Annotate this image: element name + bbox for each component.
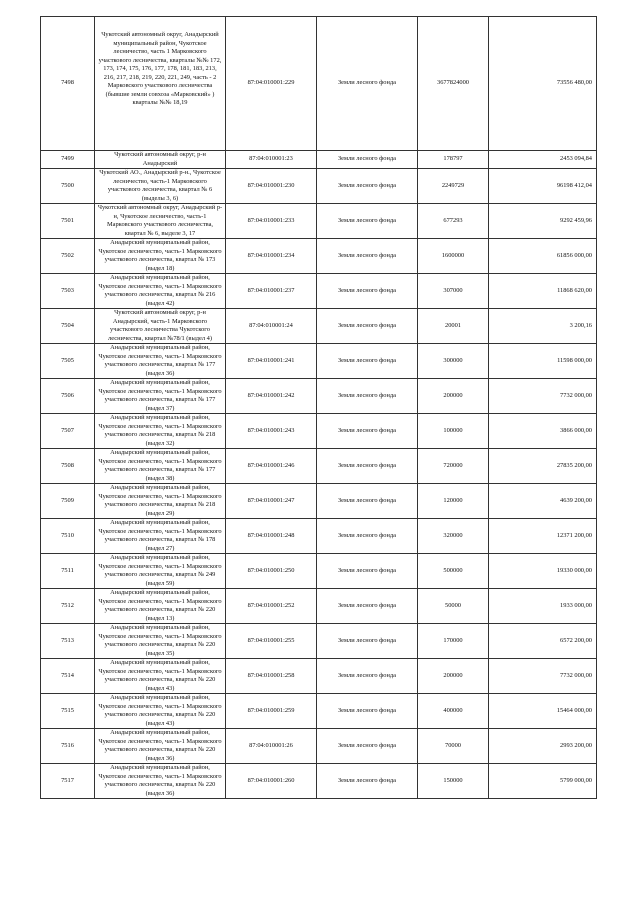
cadastral-value-cell: 96198 412,04 [489, 169, 597, 204]
land-category-cell: Земли лесного фонда [317, 17, 418, 151]
table-row [41, 624, 597, 659]
land-category-cell: Земли лесного фонда [317, 239, 418, 274]
table-row [41, 764, 597, 799]
table-row [41, 694, 597, 729]
table-row [41, 309, 597, 344]
row-number: 7511 [41, 554, 95, 589]
address-cell: Анадырский муниципальный район, Чукотское лесничество, часть-1 Марковского участкового лесничества, квартал № 249 (выдел 59) [95, 554, 226, 589]
cadastral-number-cell: 87:04:010001:24 [226, 309, 317, 344]
address-cell: Чукотский автономный округ, р-н Анадырский, часть-1 Марковского участкового лесничества Чукотского лесничества, квартал №78/1 (выдел 4) [95, 309, 226, 344]
area-cell: 150000 [418, 764, 489, 799]
table-row [41, 17, 597, 151]
row-number: 7516 [41, 729, 95, 764]
land-category-cell: Земли лесного фонда [317, 519, 418, 554]
row-number: 7507 [41, 414, 95, 449]
area-cell: 3677824000 [418, 17, 489, 151]
land-category-cell: Земли лесного фонда [317, 694, 418, 729]
area-cell: 20001 [418, 309, 489, 344]
land-category-cell: Земли лесного фонда [317, 344, 418, 379]
cadastral-number-cell: 87:04:010001:229 [226, 17, 317, 151]
cadastral-number-cell: 87:04:010001:258 [226, 659, 317, 694]
land-category-cell: Земли лесного фонда [317, 589, 418, 624]
cadastral-number-cell: 87:04:010001:23 [226, 151, 317, 169]
table-row [41, 414, 597, 449]
cadastral-value-cell: 3866 000,00 [489, 414, 597, 449]
area-cell: 677293 [418, 204, 489, 239]
address-cell: Анадырский муниципальный район, Чукотское лесничество, часть-1 Марковского участкового лесничества, квартал № 216 (выдел 42) [95, 274, 226, 309]
row-number: 7499 [41, 151, 95, 169]
land-category-cell: Земли лесного фонда [317, 659, 418, 694]
land-registry-table [40, 16, 597, 799]
land-category-cell: Земли лесного фонда [317, 414, 418, 449]
cadastral-number-cell: 87:04:010001:260 [226, 764, 317, 799]
address-cell: Чукотский автономный округ, Анадырский р-н, Чукотское лесничество, часть-1 Марковского участкового лесничества, квартал № 6, выделе 3, 17 [95, 204, 226, 239]
row-number: 7500 [41, 169, 95, 204]
row-number: 7515 [41, 694, 95, 729]
cadastral-value-cell: 1933 000,00 [489, 589, 597, 624]
address-cell: Анадырский муниципальный район, Чукотское лесничество, часть-1 Марковского участкового лесничества, квартал № 173 (выдел 18) [95, 239, 226, 274]
address-cell: Анадырский муниципальный район, Чукотское лесничество, часть-1 Марковского участкового лесничества, квартал № 220 (выдел 36) [95, 729, 226, 764]
area-cell: 70000 [418, 729, 489, 764]
table-row [41, 204, 597, 239]
row-number: 7514 [41, 659, 95, 694]
table-row [41, 379, 597, 414]
cadastral-value-cell: 19330 000,00 [489, 554, 597, 589]
land-category-cell: Земли лесного фонда [317, 379, 418, 414]
land-category-cell: Земли лесного фонда [317, 729, 418, 764]
row-number: 7508 [41, 449, 95, 484]
row-number: 7503 [41, 274, 95, 309]
table-row [41, 484, 597, 519]
cadastral-number-cell: 87:04:010001:255 [226, 624, 317, 659]
cadastral-value-cell: 73556 480,00 [489, 17, 597, 151]
area-cell: 100000 [418, 414, 489, 449]
table-row [41, 554, 597, 589]
table-row [41, 151, 597, 169]
area-cell: 400000 [418, 694, 489, 729]
address-cell: Анадырский муниципальный район, Чукотское лесничество, часть-1 Марковского участкового лесничества, квартал № 218 (выдел 32) [95, 414, 226, 449]
cadastral-value-cell: 27835 200,00 [489, 449, 597, 484]
address-cell: Чукотский АО., Анадырский р-н., Чукотское лесничество, часть-1 Марковского участкового лесничества, квартал № 6 (выделы 3, 6) [95, 169, 226, 204]
table-row [41, 449, 597, 484]
land-category-cell: Земли лесного фонда [317, 204, 418, 239]
registry-body [41, 17, 597, 799]
area-cell: 200000 [418, 379, 489, 414]
table-row [41, 169, 597, 204]
cadastral-number-cell: 87:04:010001:242 [226, 379, 317, 414]
land-category-cell: Земли лесного фонда [317, 169, 418, 204]
table-row [41, 274, 597, 309]
cadastral-number-cell: 87:04:010001:252 [226, 589, 317, 624]
land-category-cell: Земли лесного фонда [317, 151, 418, 169]
land-category-cell: Земли лесного фонда [317, 309, 418, 344]
cadastral-number-cell: 87:04:010001:230 [226, 169, 317, 204]
area-cell: 200000 [418, 659, 489, 694]
row-number: 7501 [41, 204, 95, 239]
area-cell: 300000 [418, 344, 489, 379]
row-number: 7504 [41, 309, 95, 344]
cadastral-value-cell: 11868 620,00 [489, 274, 597, 309]
table-row [41, 344, 597, 379]
cadastral-value-cell: 11598 000,00 [489, 344, 597, 379]
cadastral-number-cell: 87:04:010001:237 [226, 274, 317, 309]
cadastral-value-cell: 5799 000,00 [489, 764, 597, 799]
cadastral-number-cell: 87:04:010001:26 [226, 729, 317, 764]
area-cell: 120000 [418, 484, 489, 519]
cadastral-number-cell: 87:04:010001:259 [226, 694, 317, 729]
area-cell: 720000 [418, 449, 489, 484]
land-category-cell: Земли лесного фонда [317, 764, 418, 799]
table-row [41, 589, 597, 624]
table-row [41, 239, 597, 274]
address-cell: Анадырский муниципальный район, Чукотское лесничество, часть-1 Марковского участкового лесничества, квартал № 220 (выдел 43) [95, 659, 226, 694]
row-number: 7509 [41, 484, 95, 519]
address-cell: Анадырский муниципальный район, Чукотское лесничество, часть-1 Марковского участкового лесничества, квартал № 220 (выдел 13) [95, 589, 226, 624]
address-cell: Анадырский муниципальный район, Чукотское лесничество, часть-1 Марковского участкового лесничества, квартал № 177 (выдел 38) [95, 449, 226, 484]
area-cell: 170000 [418, 624, 489, 659]
row-number: 7510 [41, 519, 95, 554]
area-cell: 1600000 [418, 239, 489, 274]
cadastral-value-cell: 2453 094,84 [489, 151, 597, 169]
address-cell: Чукотский автономный округ, р-н Анадырский [95, 151, 226, 169]
land-category-cell: Земли лесного фонда [317, 484, 418, 519]
area-cell: 50000 [418, 589, 489, 624]
area-cell: 307000 [418, 274, 489, 309]
land-category-cell: Земли лесного фонда [317, 554, 418, 589]
address-cell: Анадырский муниципальный район, Чукотское лесничество, часть-1 Марковского участкового лесничества, квартал № 177 (выдел 36) [95, 344, 226, 379]
cadastral-number-cell: 87:04:010001:250 [226, 554, 317, 589]
cadastral-value-cell: 9292 459,96 [489, 204, 597, 239]
cadastral-value-cell: 6572 200,00 [489, 624, 597, 659]
address-cell: Анадырский муниципальный район, Чукотское лесничество, часть-1 Марковского участкового лесничества, квартал № 220 (выдел 43) [95, 694, 226, 729]
area-cell: 500000 [418, 554, 489, 589]
cadastral-number-cell: 87:04:010001:241 [226, 344, 317, 379]
address-cell: Анадырский муниципальный район, Чукотское лесничество, часть-1 Марковского участкового лесничества, квартал № 220 (выдел 36) [95, 764, 226, 799]
row-number: 7502 [41, 239, 95, 274]
address-cell: Анадырский муниципальный район, Чукотское лесничество, часть-1 Марковского участкового лесничества, квартал № 178 (выдел 27) [95, 519, 226, 554]
table-row [41, 729, 597, 764]
cadastral-value-cell: 3 200,16 [489, 309, 597, 344]
row-number: 7505 [41, 344, 95, 379]
table-row [41, 659, 597, 694]
cadastral-value-cell: 4639 200,00 [489, 484, 597, 519]
row-number: 7506 [41, 379, 95, 414]
area-cell: 320000 [418, 519, 489, 554]
cadastral-value-cell: 7732 000,00 [489, 379, 597, 414]
area-cell: 178797 [418, 151, 489, 169]
row-number: 7517 [41, 764, 95, 799]
area-cell: 2249729 [418, 169, 489, 204]
cadastral-value-cell: 15464 000,00 [489, 694, 597, 729]
cadastral-value-cell: 2993 200,00 [489, 729, 597, 764]
cadastral-value-cell: 7732 000,00 [489, 659, 597, 694]
row-number: 7513 [41, 624, 95, 659]
cadastral-number-cell: 87:04:010001:247 [226, 484, 317, 519]
cadastral-value-cell: 12371 200,00 [489, 519, 597, 554]
cadastral-number-cell: 87:04:010001:233 [226, 204, 317, 239]
address-cell: Чукотский автономный округ, Анадырский муниципальный район, Чукотское лесничество, часть 1 Марковского участкового лесничества, кварталы №№ 172, 173, 174, 175, 176, 177, 178, 181, 183, 213, 216, 217, 218, 219, 220, 221, 249, часть - 2 Марковского участкового лесничества (бывшие земли совхоза «Марковский» ) кварталы №№ 18,19 [95, 17, 226, 151]
cadastral-number-cell: 87:04:010001:246 [226, 449, 317, 484]
cadastral-number-cell: 87:04:010001:243 [226, 414, 317, 449]
address-cell: Анадырский муниципальный район, Чукотское лесничество, часть-1 Марковского участкового лесничества, квартал № 218 (выдел 29) [95, 484, 226, 519]
address-cell: Анадырский муниципальный район, Чукотское лесничество, часть-1 Марковского участкового лесничества, квартал № 220 (выдел 35) [95, 624, 226, 659]
row-number: 7512 [41, 589, 95, 624]
cadastral-value-cell: 61856 000,00 [489, 239, 597, 274]
cadastral-number-cell: 87:04:010001:234 [226, 239, 317, 274]
land-category-cell: Земли лесного фонда [317, 274, 418, 309]
address-cell: Анадырский муниципальный район, Чукотское лесничество, часть-1 Марковского участкового лесничества, квартал № 177 (выдел 37) [95, 379, 226, 414]
row-number: 7498 [41, 17, 95, 151]
cadastral-number-cell: 87:04:010001:248 [226, 519, 317, 554]
land-category-cell: Земли лесного фонда [317, 624, 418, 659]
table-row [41, 519, 597, 554]
land-category-cell: Земли лесного фонда [317, 449, 418, 484]
